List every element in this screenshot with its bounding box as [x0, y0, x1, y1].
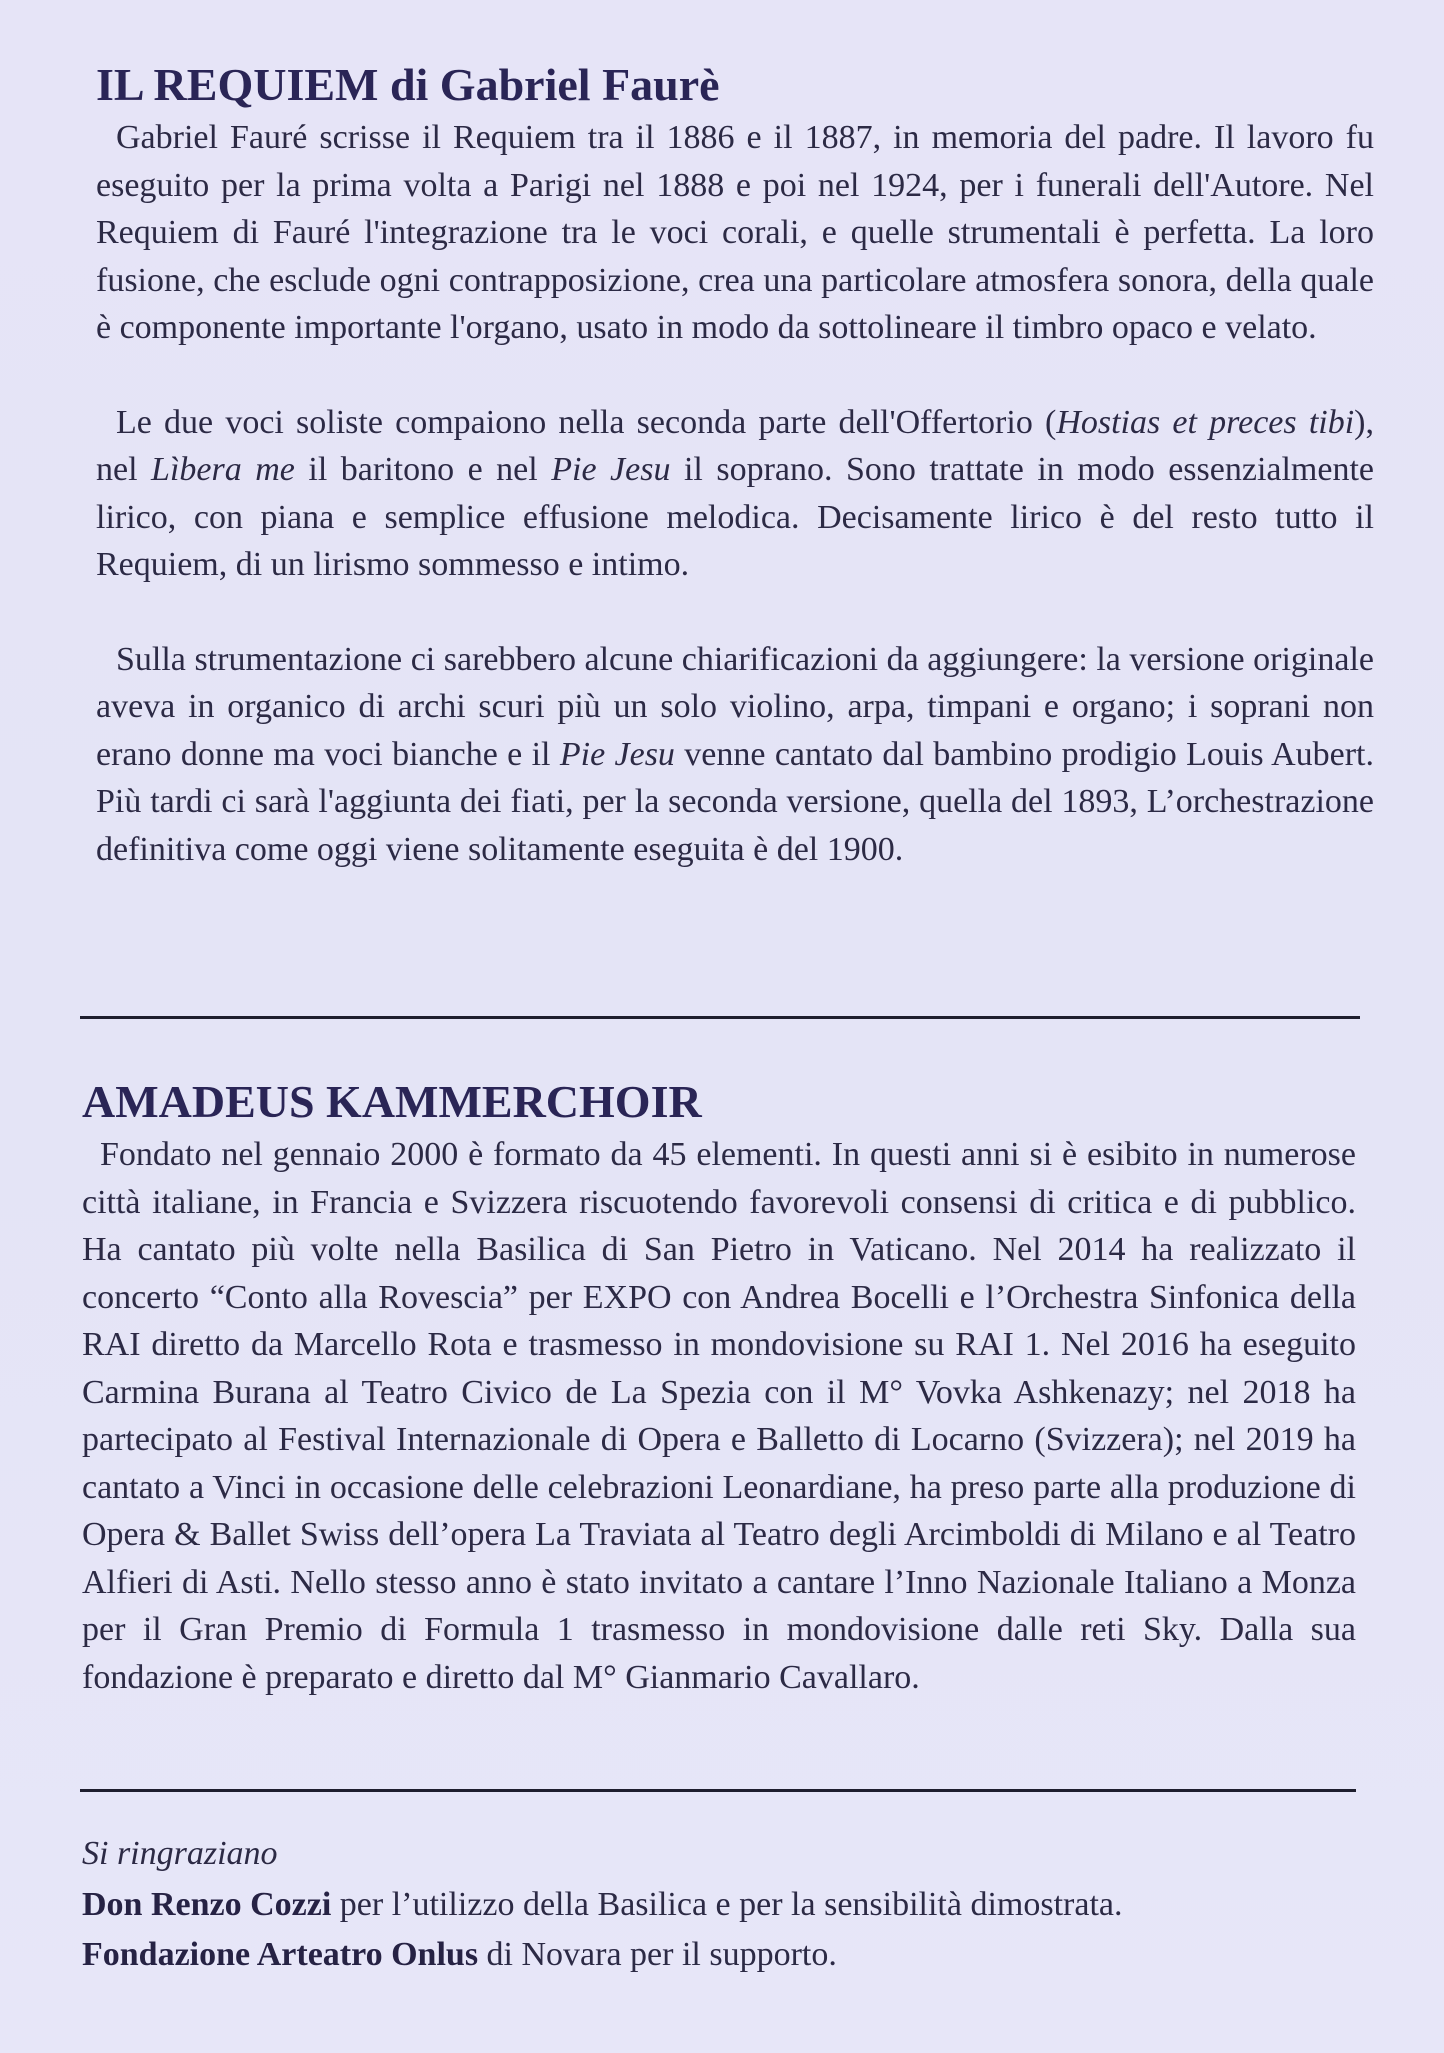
requiem-p2-italic-3: Pie Jesu	[551, 451, 671, 488]
requiem-p2-text-2: ), nel	[96, 403, 1374, 488]
requiem-p3-text-2: venne cantato dal bambino prodigio Louis Aubert. Più tardi ci sarà l'aggiunta dei fiati, per la seconda versione, quella del 1893, L’orchestrazione definitiva come oggi viene solitamente eseguita è del 1900.	[96, 735, 1374, 868]
divider-1	[80, 1016, 1360, 1019]
thanks-line-2-text: di Novara per il supporto.	[478, 1936, 837, 1973]
requiem-paragraph-1: Gabriel Fauré scrisse il Requiem tra il 1886 e il 1887, in memoria del padre. Il lavoro fu eseguito per la prima volta a Parigi nel 1888 e poi nel 1924, per i funerali dell'Autore. Nel Requiem di Fauré l'integrazione tra le voci corali, e quelle strumentali è perfetta. La loro fusione, che esclude ogni contrapposizione, crea una particolare atmosfera sonora, della quale è componente importante l'organo, usato in modo da sottolineare il timbro opaco e velato.	[96, 119, 1374, 346]
thanks-section	[82, 1832, 1382, 1980]
requiem-paragraph-2	[96, 399, 1374, 589]
requiem-p2-text-3: il baritono e nel	[294, 451, 552, 488]
thanks-line-1	[82, 1880, 1382, 1930]
choir-title: AMADEUS KAMMERCHOIR	[82, 1076, 702, 1127]
thanks-heading: Si ringraziano	[82, 1835, 278, 1872]
thanks-line-1-text: per l’utilizzo della Basilica e per la sensibilità dimostrata.	[331, 1886, 1123, 1923]
requiem-p2-text-4: il soprano. Sono trattate in modo essenzialmente lirico, con piana e semplice effusione melodica. Decisamente lirico è del resto tutto il Requiem, di un lirismo sommesso e intimo.	[96, 451, 1375, 583]
divider-2	[80, 1789, 1356, 1792]
requiem-p2-italic-2: Lìbera me	[151, 451, 295, 488]
requiem-p2-italic-1: Hostias et preces tibi	[1056, 403, 1355, 441]
requiem-title: IL REQUIEM di Gabriel Faurè	[96, 59, 720, 110]
requiem-p2-text-1: Le due voci soliste compaiono nella seconda parte dell'Offertorio (	[116, 403, 1057, 441]
requiem-section	[96, 58, 1374, 873]
thanks-line-2	[82, 1930, 1382, 1980]
requiem-p3-text-1: Sulla strumentazione ci sarebbero alcune chiarificazioni da aggiungere: la versione originale aveva in organico di archi scuri più un solo violino, arpa, timpani e organo; i soprani non erano donne ma voci bianche e il	[96, 640, 1374, 773]
thanks-line-1-name: Don Renzo Cozzi	[82, 1886, 332, 1923]
choir-section	[82, 1075, 1356, 1701]
thanks-line-2-name: Fondazione Arteatro Onlus	[82, 1936, 479, 1973]
requiem-paragraph-3	[96, 636, 1374, 874]
requiem-p3-italic-1: Pie Jesu	[559, 735, 675, 773]
choir-paragraph: Fondato nel gennaio 2000 è formato da 45 elementi. In questi anni si è esibito in numerose città italiane, in Francia e Svizzera riscuotendo favorevoli consensi di critica e di pubblico. Ha cantato più volte nella Basilica di San Pietro in Vaticano. Nel 2014 ha realizzato il concerto “Conto alla Rovescia” per EXPO con Andrea Bocelli e l’Orchestra Sinfonica della RAI diretto da Marcello Rota e trasmesso in mondovisione su RAI 1. Nel 2016 ha eseguito Carmina Burana al Teatro Civico de La Spezia con il M° Vovka Ashkenazy; nel 2018 ha partecipato al Festival Internazionale di Opera e Balletto di Locarno (Svizzera); nel 2019 ha cantato a Vinci in occasione delle celebrazioni Leonardiane, ha preso parte alla produzione di Opera & Ballet Swiss dell’opera La Traviata al Teatro degli Arcimboldi di Milano e al Teatro Alfieri di Asti. Nello stesso anno è stato invitato a cantare l’Inno Nazionale Italiano a Monza per il Gran Premio di Formula 1 trasmesso in mondovisione dalle reti Sky. Dalla sua fondazione è preparato e diretto dal M° Gianmario Cavallaro.	[82, 1136, 1356, 1696]
